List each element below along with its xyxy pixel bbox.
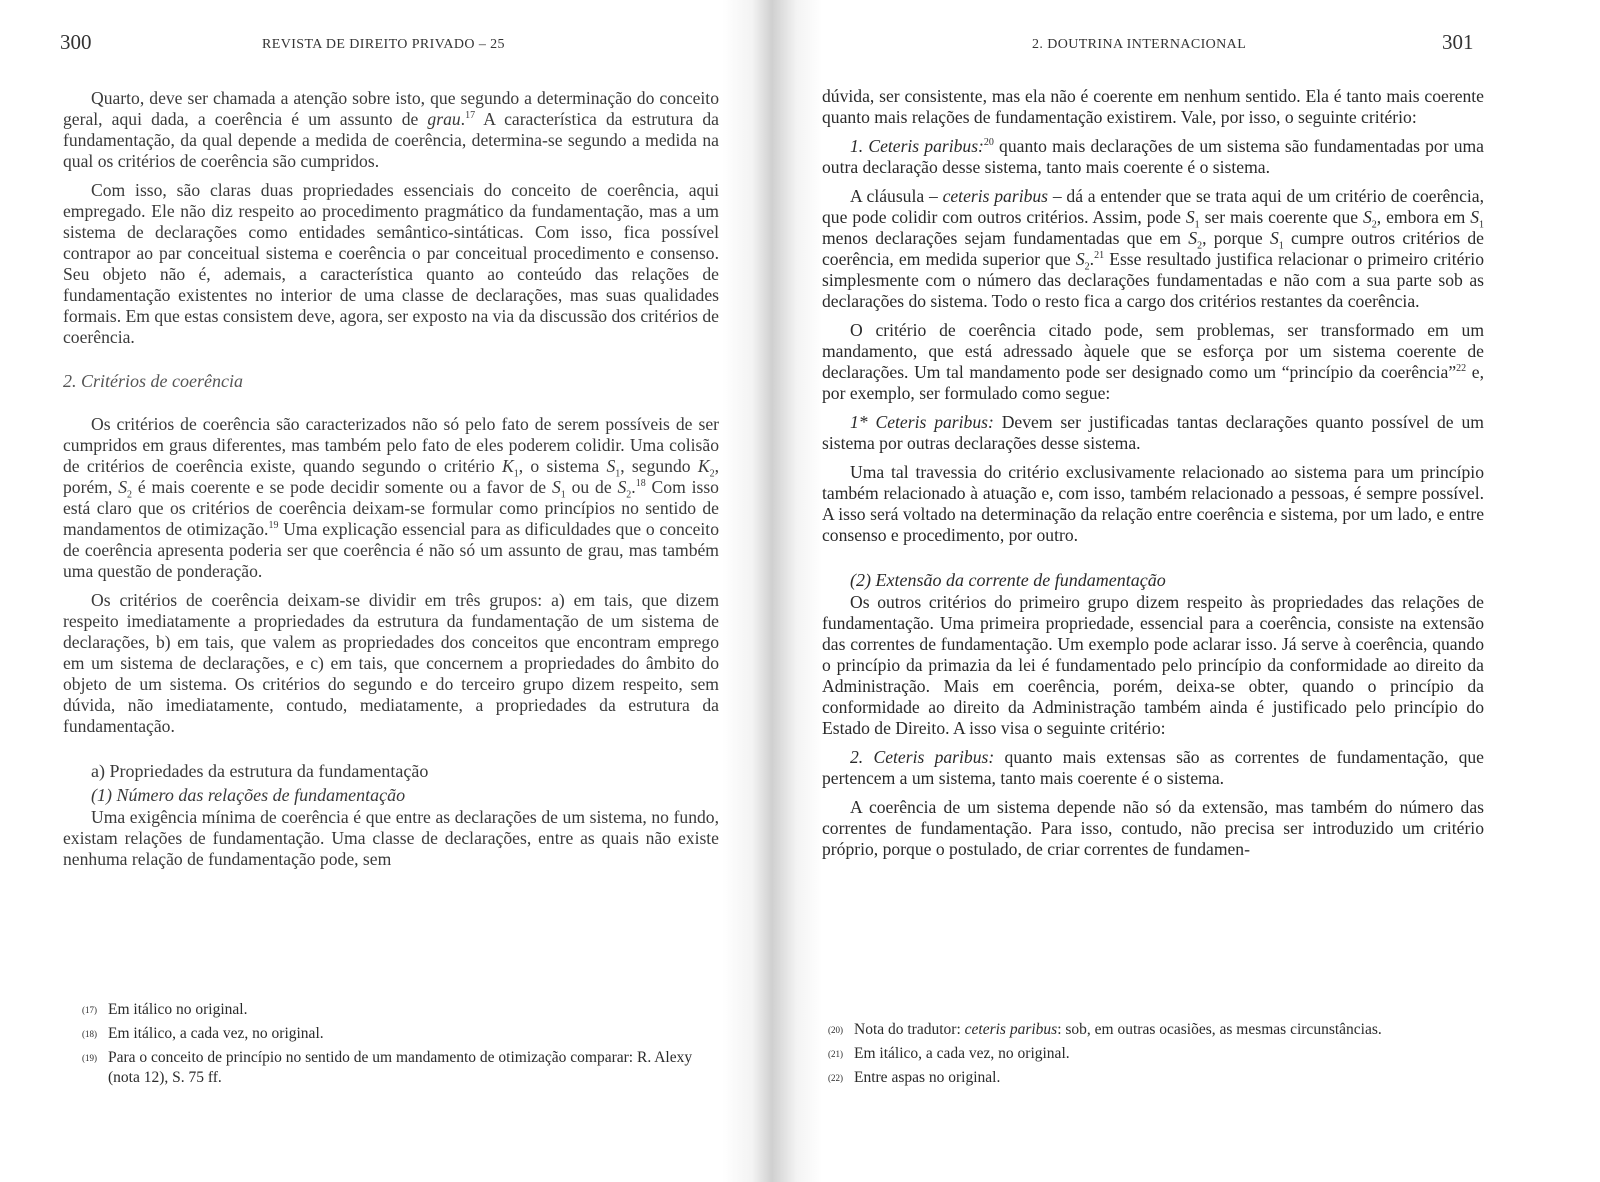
paragraph: Os outros critérios do primeiro grupo dizem respeito às propriedades das relações de fundamentação. Uma primeira propriedade, essencial para a coerência, consiste na extensão das correntes de fundamentação. Um exemplo pode aclarar isso. Já serve à coerência, quando o princípio da primazia da lei é fundamentado pelo princípio da conformidade ao direito da Administração. Mais em coerência, porém, deixa-se obter, quando o princípio da conformidade ao direito da Administração também ainda é justificado pelo princípio do Estado de Direito. A isso visa o seguinte critério: — [822, 592, 1484, 738]
right-page — [800, 0, 1600, 1182]
left-page-number: 300 — [60, 30, 92, 54]
criterion-1: 1. Ceteris paribus:$^{20}$ quanto mais declarações de um sistema são fundamentadas por uma outra declaração desse sistema, tanto mais coerente é o sistema. — [822, 136, 1484, 177]
subsection-2-title: (2) Extensão da corrente de fundamentação — [850, 570, 1166, 590]
criterion-1-star: 1* Ceteris paribus: Devem ser justificadas tantas declarações quanto possível de um sistema por outras declarações desse sistema. — [822, 412, 1484, 453]
subsection-a-title: a) Propriedades da estrutura da fundamentação — [91, 761, 429, 781]
paragraph: Os critérios de coerência deixam-se dividir em três grupos: a) em tais, que dizem respeito imediatamente a propriedades da estrutura da fundamentação de um sistema de declarações, b) em tais, que valem as propriedades dos conceitos que encontram emprego em um sistema de declarações, e c) em tais, que concernem a propriedades do âmbito do objeto de um sistema. Os critérios do segundo e do terceiro grupo dizem respeito, sem dúvida, não imediatamente, contudo, mediatamente, a propriedades da estrutura da fundamentação. — [63, 590, 719, 736]
right-page-number: 301 — [1442, 30, 1474, 54]
criterion-2: 2. Ceteris paribus: quanto mais extensas são as correntes de fundamentação, que pertencem a um sistema, tanto mais coerente é o sistema. — [822, 747, 1484, 788]
right-running-head: 2. DOUTRINA INTERNACIONAL — [1032, 37, 1247, 52]
left-footnotes — [82, 1000, 722, 1092]
paragraph: A cláusula – ceteris paribus – dá a entender que se trata aqui de um critério de coerência, que pode colidir com outros critérios. Assim, pode $S_1$ ser mais coerente que $S_2$, embora em $S_1$ menos declarações sejam fundamentadas que em $S_2$, porque $S_1$ cumpre outros critérios de coerência, em medida superior que $S_2.^{21}$ Esse resultado justifica relacionar o primeiro critério simplesmente com o número das declarações fundamentadas e não com a sua parte sob as declarações do sistema. Todo o resto fica a cargo dos critérios restantes da coerência. — [822, 186, 1484, 311]
paragraph: Os critérios de coerência são caracterizados não só pelo fato de serem possíveis de ser cumpridos em graus diferentes, mas também pelo fato de eles poderem colidir. Uma colisão de critérios de coerência existe, quando segundo o critério $K_1$, o sistema $S_1$, segundo $K_2$, porém, $S_2$ é mais coerente e se pode decidir somente ou a favor de $S_1$ ou de $S_2.^{18}$ Com isso está claro que os critérios de coerência deixam-se formular como princípios no sentido de mandamentos de otimização.$^{19}$ Uma explicação essencial para as dificuldades que o conceito de coerência apresenta poderia ser que coerência é não só um assunto de grau, mas também uma questão de ponderação. — [63, 414, 719, 581]
right-header — [800, 30, 1600, 60]
footnote: (18) Em itálico, a cada vez, no original. — [82, 1025, 324, 1042]
paragraph: Com isso, são claras duas propriedades essenciais do conceito de coerência, aqui empregado. Ele não diz respeito ao procedimento pragmático da fundamentação, mas a um sistema de declarações como entidades semântico-sintáticas. Com isso, fica possível contrapor ao par conceitual sistema e coerência o par conceitual procedimento e consenso. Seu objeto não é, ademais, a característica quanto ao conteúdo das relações de fundamentação existentes no interior de uma classe de declarações, mas suas qualidades formais. Em que estas consistem deve, agora, ser exposto na via da discussão dos critérios de coerência. — [63, 180, 719, 347]
paragraph: Uma exigência mínima de coerência é que entre as declarações de um sistema, no fundo, existam relações de fundamentação. Uma classe de declarações, entre as quais não existe nenhuma relação de fundamentação pode, sem — [63, 807, 719, 869]
section-title: 2. Critérios de coerência — [63, 371, 243, 391]
paragraph: A coerência de um sistema depende não só da extensão, mas também do número das correntes de fundamentação. Para isso, contudo, não precisa ser introduzido um critério próprio, porque o postulado, de criar correntes de fundamen- — [822, 797, 1484, 859]
footnote: (19) Para o conceito de princípio no sentido de um mandamento de otimização comparar: R. Alexy (nota 12), S. 75 ff. — [82, 1049, 693, 1086]
footnote: (20) Nota do tradutor: ceteris paribus: sob, em outras ocasiões, as mesmas circunstâncias. — [828, 1021, 1382, 1038]
footnote: (17) Em itálico no original. — [82, 1001, 248, 1018]
paragraph: Quarto, deve ser chamada a atenção sobre isto, que segundo a determinação do conceito geral, aqui dada, a coerência é um assunto de grau.$^{17}$ A característica da estrutura da fundamentação, da qual depende a medida de coerência, determina-se segundo a medida na qual os critérios de coerência são cumpridos. — [63, 88, 719, 171]
left-body — [63, 88, 719, 870]
left-page — [0, 0, 780, 1182]
footnote: (22) Entre aspas no original. — [828, 1069, 1001, 1086]
paragraph: Uma tal travessia do critério exclusivamente relacionado ao sistema para um princípio também relacionado à atuação e, com isso, também relacionado a pessoas, é sempre possível. A isso será voltado na determinação da relação entre coerência e sistema, por um lado, e entre consenso e procedimento, por outro. — [822, 462, 1484, 545]
right-footnotes — [828, 1020, 1498, 1092]
paragraph: dúvida, ser consistente, mas ela não é coerente em nenhum sentido. Ela é tanto mais coerente quanto mais relações de fundamentação existirem. Vale, por isso, o seguinte critério: — [822, 86, 1484, 127]
left-header — [0, 30, 780, 60]
right-body — [822, 86, 1484, 860]
left-running-head: REVISTA DE DIREITO PRIVADO – 25 — [262, 37, 505, 52]
paragraph: O critério de coerência citado pode, sem problemas, ser transformado em um mandamento, que está adressado àquele que se esforça por um sistema coerente de declarações. Um tal mandamento pode ser designado como um “princípio da coerência”$^{22}$ e, por exemplo, ser formulado como segue: — [822, 320, 1485, 403]
footnote: (21) Em itálico, a cada vez, no original. — [828, 1045, 1070, 1062]
subsection-1-title: (1) Número das relações de fundamentação — [91, 785, 406, 805]
